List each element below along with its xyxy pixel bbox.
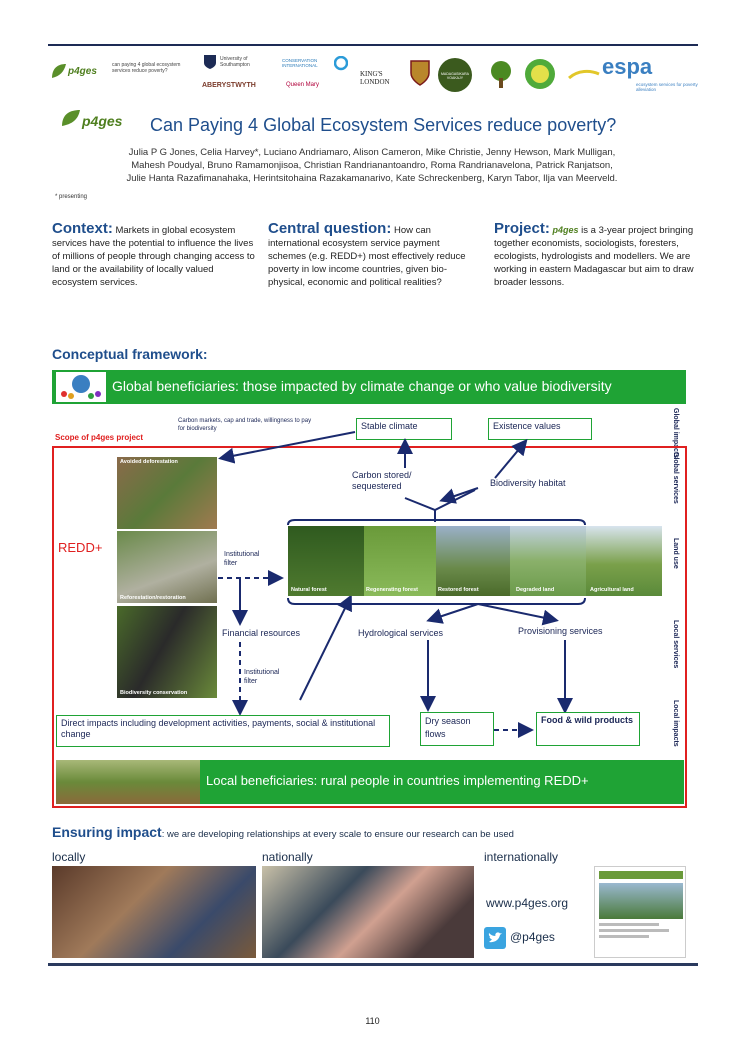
direct-impacts-box: Direct impacts including development activities, payments, social & institutional change — [56, 715, 390, 747]
aberystwyth-logo: ABERYSTWYTH — [202, 82, 256, 89]
landuse-regenerating-forest: Regenerating forest — [364, 526, 436, 596]
global-bar-text: Global beneficiaries: those impacted by climate change or who value biodiversity — [112, 378, 612, 394]
question-column — [268, 222, 478, 289]
photo-national-meeting — [262, 866, 474, 958]
carbon-markets-note: Carbon markets, cap and trade, willingness to pay for biodiversity — [178, 418, 312, 432]
side-label-land-use: Land use — [672, 538, 679, 569]
logo-strip: p4ges can paying 4 global ecosystem services reduce poverty? University of Southampton ABERYSTWYTH CONSERVATION INTERNATIONAL Queen Mary KING'S LONDON MADAGASIKARA VOAKAJY espa ecosystem services for poverty alleviation — [50, 52, 700, 100]
nationally-label: nationally — [262, 850, 313, 864]
photo-reforestation: Reforestation/restoration — [116, 530, 218, 604]
redd-label: REDD+ — [58, 540, 103, 555]
question-heading: Central question: — [268, 220, 392, 237]
impact-line — [52, 824, 692, 840]
side-label-global-services: Global services — [672, 452, 679, 504]
local-beneficiaries-bar — [56, 760, 684, 804]
financial-resources-label: Financial resources — [222, 628, 301, 638]
project-heading: Project: — [494, 220, 550, 237]
landuse-restored-forest: Restored forest — [436, 526, 510, 596]
kings-logo: KING'S LONDON — [360, 70, 390, 86]
website-screenshot — [594, 866, 686, 958]
top-rule — [48, 44, 698, 46]
context-text: Markets in global ecosystem services have the potential to influence the lives of millions of people through changing access to land or the availability of locally valued ecosystem services. — [52, 225, 255, 288]
ci-globe-icon — [334, 56, 348, 72]
author-list — [52, 146, 692, 185]
side-label-local-impacts: Local impacts — [672, 700, 679, 747]
people-globe-icon — [56, 372, 106, 402]
author-line: Julia P G Jones, Celia Harvey*, Luciano Andriamaro, Alison Cameron, Mike Christie, Jenny Hewson, Mark Mulligan, — [128, 147, 616, 158]
project-column — [494, 222, 694, 289]
landscape-photo — [56, 760, 200, 804]
institutional-filter-1: Institutional filter — [224, 551, 260, 567]
photo-biodiversity: Biodiversity conservation — [116, 605, 218, 699]
context-column — [52, 222, 257, 289]
project-brand: p4ges — [552, 225, 579, 235]
espa-swoosh-icon — [568, 68, 600, 82]
dry-season-box: Dry season flows — [420, 712, 494, 746]
internationally-label: internationally — [484, 850, 559, 864]
project-text: is a 3-year project bringing together economists, sociologists, foresters, ecologists, hydrologists and modellers. We are working in eastern Madagascar but aim to draw broader lessons. — [494, 225, 694, 288]
locally-label: locally — [52, 850, 86, 864]
side-label-local-services: Local services — [672, 620, 679, 669]
biodiversity-habitat-label: Biodiversity habitat — [490, 478, 566, 488]
photo-local-meeting — [52, 866, 256, 958]
p4ges-logo: p4ges — [50, 58, 110, 88]
leaf-icon — [50, 62, 68, 80]
website-link[interactable]: www.p4ges.org — [486, 896, 569, 910]
p4ges-leaf-icon — [60, 108, 82, 128]
scope-label: Scope of p4ges project — [55, 433, 144, 442]
bangor-crest-icon — [410, 60, 430, 86]
tree-icon — [486, 60, 516, 90]
hydrological-services-label: Hydrological services — [358, 628, 444, 638]
landuse-agricultural-land: Agricultural land — [586, 526, 662, 596]
page-number: 110 — [365, 1016, 380, 1026]
landuse-degraded-land: Degraded land — [510, 526, 586, 596]
impact-text: : we are developing relationships at every scale to ensure our research can be used — [161, 829, 514, 840]
brand-mark: p4ges — [82, 113, 123, 129]
global-beneficiaries-bar — [52, 370, 686, 404]
carbon-stored-label: Carbon stored/ sequestered — [352, 470, 412, 491]
bottom-rule — [48, 963, 698, 966]
stable-climate-box: Stable climate — [356, 418, 452, 440]
twitter-icon[interactable] — [484, 927, 506, 949]
espa-tagline: ecosystem services for poverty alleviation — [636, 82, 698, 92]
existence-values-box: Existence values — [488, 418, 592, 440]
poster-title: Can Paying 4 Global Ecosystem Services reduce poverty? — [150, 115, 617, 135]
ci-logo: CONSERVATION INTERNATIONAL — [282, 58, 318, 68]
landuse-natural-forest: Natural forest — [288, 526, 364, 596]
context-heading: Context: — [52, 220, 113, 237]
provisioning-services-label: Provisioning services — [518, 626, 603, 636]
shield-icon — [202, 54, 218, 70]
impact-heading: Ensuring impact — [52, 824, 162, 840]
presenting-note: * presenting — [55, 194, 88, 200]
espa-logo: espa — [602, 54, 653, 79]
institutional-filter-2: Institutional filter — [244, 669, 280, 685]
queen-mary-logo: Queen Mary — [286, 82, 320, 88]
question-text: How can international ecosystem service payment schemes (e.g. REDD+) most effectively reduce poverty in low income countries, given bio-physical, economic and political realities? — [268, 225, 466, 288]
author-line: Julie Hanta Razafimanahaka, Herintsitohaina Razakamanarivo, Kate Schreckenberg, Karyn Tabor, Ilja van Meerveld. — [126, 173, 618, 184]
twitter-handle[interactable]: @p4ges — [510, 930, 555, 944]
local-bar-text: Local beneficiaries: rural people in countries implementing REDD+ — [206, 773, 589, 788]
green-seal-icon — [524, 58, 556, 90]
p4ges-tagline: can paying 4 global ecosystem services reduce poverty? — [112, 62, 181, 74]
framework-title: Conceptual framework: — [52, 346, 208, 362]
side-label-global-impacts: Global impacts — [672, 408, 679, 459]
photo-avoided-deforestation: Avoided deforestation — [116, 456, 218, 530]
food-wild-box: Food & wild products — [536, 712, 640, 746]
voakajy-logo: MADAGASIKARA VOAKAJY — [438, 58, 472, 92]
author-line: Mahesh Poudyal, Bruno Ramamonjisoa, Christian Randrianantoandro, Roma Randrianavelona, Patrick Ranjatson, — [131, 160, 613, 171]
